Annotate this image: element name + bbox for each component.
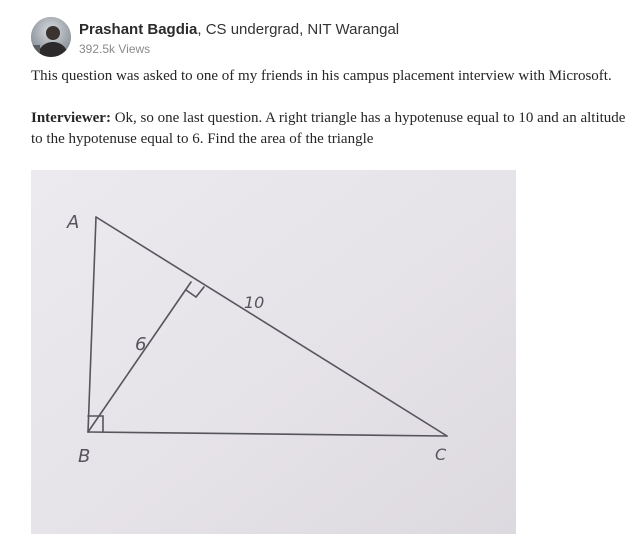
vertex-b-label: B	[78, 446, 91, 467]
author-line	[79, 21, 399, 39]
answer-header	[31, 15, 621, 63]
author-avatar[interactable]	[31, 17, 71, 57]
question-paragraph	[31, 108, 631, 150]
triangle-sketch-photo	[31, 170, 516, 534]
vertex-a-label: A	[67, 212, 80, 233]
paper-background	[31, 170, 516, 534]
answer-body	[31, 66, 631, 150]
hypotenuse-length-label: 10	[244, 293, 265, 312]
author-name[interactable]: Prashant Bagdia	[79, 21, 198, 38]
question-text: Ok, so one last question. A right triangle has a hypotenuse equal to 10 and an altitude to the hypotenuse equal to 6. Find the area of the triangle	[31, 110, 626, 147]
intro-paragraph: This question was asked to one of my friends in his campus placement interview with Microsoft.	[31, 68, 612, 84]
view-count: 392.5k Views	[79, 42, 151, 56]
vertex-c-label: C	[435, 445, 447, 464]
triangle-sketch	[31, 170, 516, 534]
user-avatar-icon	[31, 17, 71, 57]
author-credential: , CS undergrad, NIT Warangal	[197, 21, 400, 38]
interviewer-label: Interviewer:	[31, 110, 111, 126]
altitude-length-label: 6	[135, 334, 147, 355]
